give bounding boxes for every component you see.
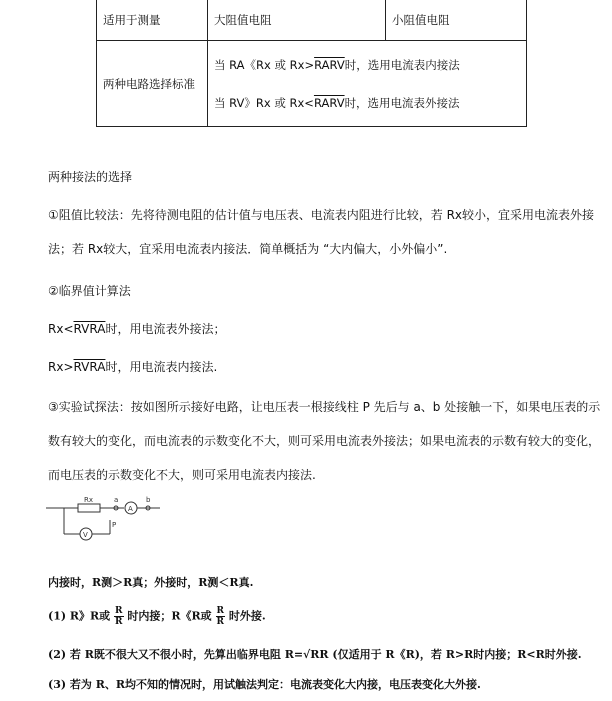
summary-line: (3) 若为 R、R均不知的情况时，用试触法判定：电流表变化大内接，电压表变化大外接. — [48, 678, 481, 691]
ammeter-label: A — [128, 505, 133, 513]
table-cell: 两种电路选择标准 — [97, 41, 208, 127]
paragraph: 数有较大的变化，而电流表的示数变化不大，则可采用电流表外接法；如果电流表的示数有较大的变化， — [48, 434, 601, 448]
paragraph: ③实验试探法：按如图所示接好电路，让电压表一根接线柱 P 先后与 a、b 处接触一下，如果电压表的示 — [48, 400, 601, 414]
label-rx: Rx — [84, 496, 94, 504]
label-p: P — [112, 521, 117, 529]
paragraph: 法；若 Rx较大，宜采用电流表内接法．简单概括为 “大内偏大，小外偏小”. — [48, 242, 448, 256]
fraction: $\frac{R}{R}$ — [115, 606, 123, 627]
label-b: b — [146, 496, 151, 504]
table-cell: 适用于测量 — [97, 0, 208, 41]
summary-line: 内接时，R测＞R真；外接时，R测＜R真. — [48, 576, 254, 589]
table-cell: 小阻值电阻 — [386, 0, 527, 41]
fraction: $\frac{R}{R}$ — [216, 606, 224, 627]
criterion-inner: 当 RA《Rx 或 Rx>RARV时，选用电流表内接法 — [214, 57, 460, 72]
circuit-diagram — [44, 494, 164, 544]
summary-line: (2) 若 R既不很大又不很小时，先算出临界电阻 R=√RR (仅适用于 R《R)，若 R>R时内接；R<R时外接. — [48, 648, 582, 661]
criterion-outer: 当 RV》Rx 或 Rx<RARV时，选用电流表外接法 — [214, 95, 460, 110]
label-a: a — [114, 496, 119, 504]
formula-line: Rx>RVRA时，用电流表内接法. — [48, 360, 218, 374]
paragraph: ①阻值比较法：先将待测电阻的估计值与电压表、电流表内阻进行比较，若 Rx较小，宜采用电流表外接 — [48, 208, 595, 222]
section-heading: 两种接法的选择 — [48, 170, 133, 184]
formula-line: Rx<RVRA时，用电流表外接法； — [48, 322, 226, 336]
comparison-table — [96, 0, 527, 127]
table-cell — [208, 41, 527, 127]
summary-line: (1) R》R或 $\frac{R}{R}$ 时内接；R《R或 $\frac{R}{R}$ 时外接. — [48, 606, 266, 627]
voltmeter-label: V — [83, 531, 88, 539]
paragraph: ②临界值计算法 — [48, 284, 131, 298]
paragraph: 而电压表的示数变化不大，则可采用电流表内接法. — [48, 468, 316, 482]
table-cell: 大阻值电阻 — [208, 0, 386, 41]
